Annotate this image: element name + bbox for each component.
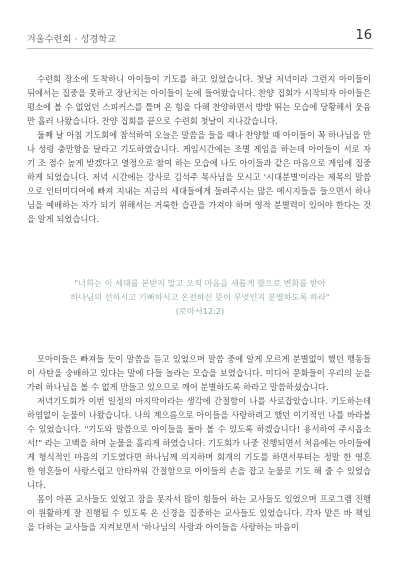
paragraph: 수련회 장소에 도착하니 아이들이 기도를 하고 있었습니다. 첫날 저녁이라 그런지 아이들이 뒤에서는 집중을 못하고 장난치는 아이들이 눈에 들어왔습니다. 찬양 집회가 시작되자 아이들은 평소에 볼 수 없었던 스피커스를 틀며 온 힘을 다해 찬양하면서 방방 뛰는 모습에 당황해서 웃음만 흘러 나왔습니다. 찬양 집회를 끝으로 수련회 첫날이 지나갔습니다. [27, 74, 371, 126]
scripture-quote [60, 276, 340, 318]
quote-reference: (로마서12:2) [175, 306, 225, 316]
paragraph: 몸이 아픈 교사들도 있었고 잠을 못자서 많이 힘들어 하는 교사들도 있었으며 프로그램 진행이 원활하게 잘 진행될 수 있도록 온 신경을 집중하는 교사들도 있었습니다. 각자 맡은 바 책임을 다하는 교사들을 지켜보면서 '하나님의 사랑과 아이들을 사랑하는 마음이 [27, 494, 371, 532]
page-header [27, 28, 372, 46]
paragraph: 둘째 날 아침 기도회에 참석하여 오늘은 말씀을 들을 때나 찬양할 때 아이들이 꼭 하나님을 만나 성령 충만함을 달라고 기도하였습니다. 게임시간에는 조별 게임을 하는데 아이들이 서로 자기 조 점수 높게 받겠다고 열정으로 참여 하는 모습에 나도 아이들과 같은 마음으로 게임에 집중하게 되었습니다. 저녁 시간에는 강사로 김석주 목사님을 모시고 '시대분별'이라는 제목의 말씀으로 인터미디어에 빠져 지내는 지금의 세대들에게 들려주시는 많은 메시지들을 들으면서 하나님을 예배하는 자가 되기 위해서는 거룩한 습관을 가져야 하며 영적 분별력이 있어야 한다는 것을 알게 되었습니다. [27, 130, 371, 224]
body-text-bottom [27, 352, 371, 534]
page-number: 16 [355, 28, 372, 43]
body-text-top [27, 72, 371, 226]
running-title: 겨울수련회 · 성경학교 [27, 35, 117, 45]
quote-line: "너희는 이 세대를 본받지 말고 오직 마음을 새롭게 함으로 변화를 받아 [74, 278, 326, 288]
header-divider [27, 48, 373, 49]
paragraph: 모아이들은 빠져들 듯이 말씀을 듣고 있었으며 말씀 중에 알게 모르게 분별없이 했던 행동들이 사탄을 숭배하고 있다는 말에 다들 놀라는 모습을 보였습니다. 미디어 문화들이 우리의 눈을 가려 하나님을 볼 수 없게 만들고 있으므로 깨어 분별하도록 하라고 말씀하셨습니다. [27, 354, 371, 392]
quote-line: 하나님의 선하시고 기뻐하시고 온전하신 뜻이 무엇인지 분별하도록 하라" [70, 292, 330, 302]
paragraph: 저녁기도회가 이번 일정의 마지막이라는 생각에 간절함이 나를 사로잡았습니다. 기도하는데 하염없이 눈물이 나왔습니다. 나의 계으름으로 아이들을 사랑하려고 했던 이기적인 나를 바라볼 수 있었습니다. "기도와 말씀으로 아이들을 돌아 볼 수 있도록 하겠습니다! 용서하여 주시옵소서!" 라는 고백을 하며 눈물을 흘리게 하였습니다. 기도회가 나중 진행되면서 처음에는 아이들에게 형식적인 마음의 기도였다면 하나님께 의지하며 회개의 기도를 하면서부터는 정말 한 영혼 한 영혼들이 사랑스럽고 안타까워 간절함으로 아이들의 손을 잡고 눈물로 기도 해 줄 수 있었습니다. [27, 396, 371, 490]
